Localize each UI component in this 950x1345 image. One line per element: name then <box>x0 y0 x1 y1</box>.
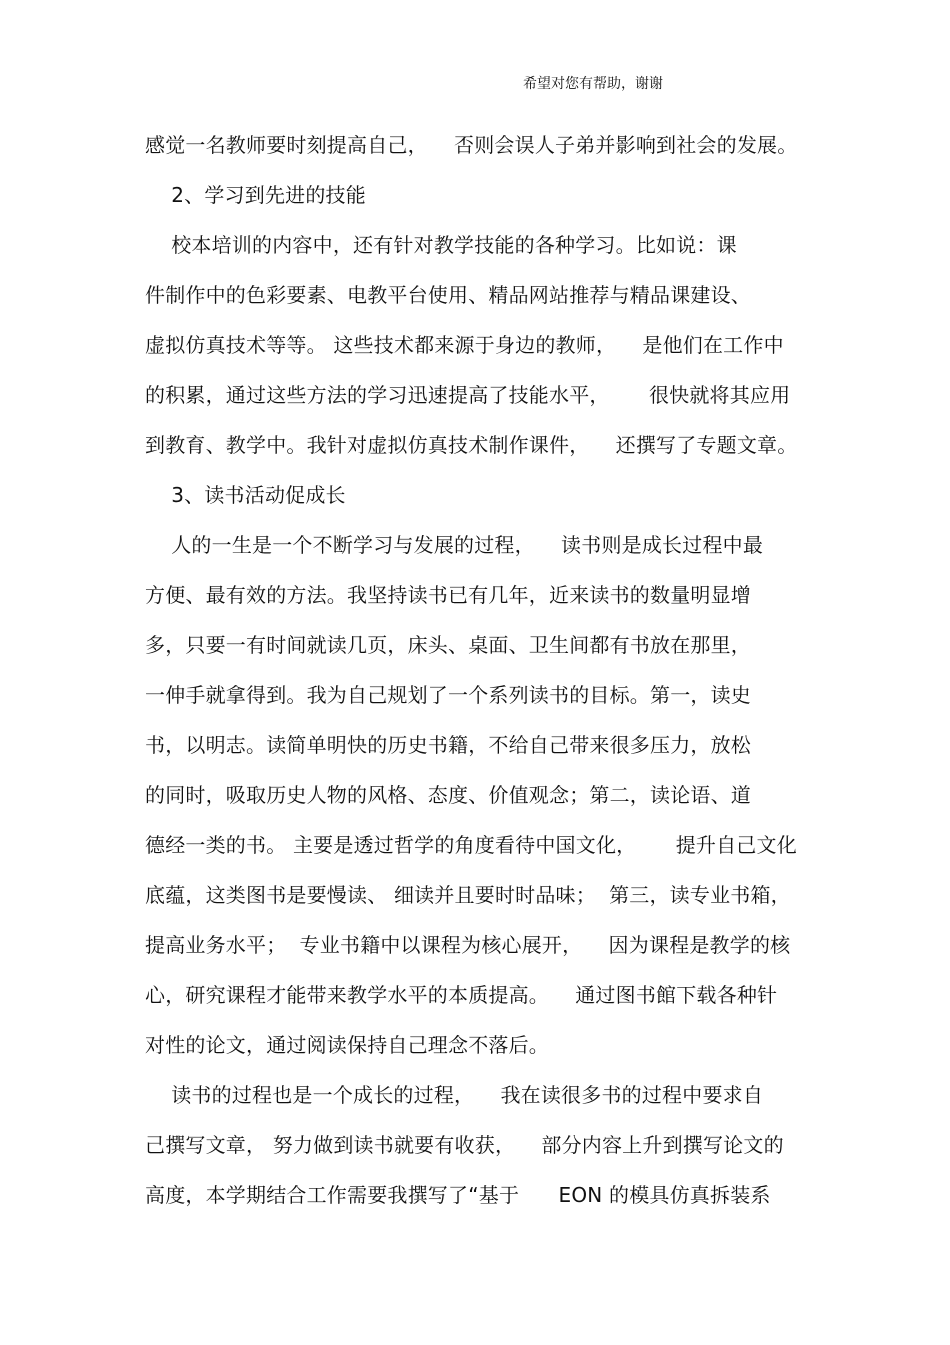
text-line: 一伸手就拿得到。我为自己规划了一个系列读书的目标。第一，读史 <box>145 683 751 707</box>
text-line: 人的一生是一个不断学习与发展的过程， 读书则是成长过程中最 <box>145 533 764 557</box>
text-line: 感觉一名教师要时刻提高自己， 否则会误人子弟并影响到社会的发展。 <box>145 133 798 157</box>
text-line: 件制作中的色彩要素、电教平台使用、精品网站推荐与精品课建设、 <box>145 283 751 307</box>
text-line: 高度，本学期结合工作需要我撰写了“基于 EON 的模具仿真拆装系 <box>145 1183 771 1207</box>
text-line: 方便、最有效的方法。我坚持读书已有几年，近来读书的数量明显增 <box>145 583 751 607</box>
text-line: 底蕴，这类图书是要慢读、 细读并且要时时品味； 第三，读专业书箱， <box>145 883 791 907</box>
section-heading-skills: 2、学习到先进的技能 <box>145 183 366 207</box>
text-line: 对性的论文，通过阅读保持自己理念不落后。 <box>145 1033 549 1057</box>
text-line: 虚拟仿真技术等等。 这些技术都来源于身边的教师， 是他们在工作中 <box>145 333 784 357</box>
text-line: 己撰写文章， 努力做到读书就要有收获， 部分内容上升到撰写论文的 <box>145 1133 784 1157</box>
text-line: 的积累，通过这些方法的学习迅速提高了技能水平， 很快就将其应用 <box>145 383 791 407</box>
text-line: 多，只要一有时间就读几页，床头、桌面、卫生间都有书放在那里， <box>145 633 751 657</box>
text-line: 心，研究课程才能带来教学水平的本质提高。 通过图书館下载各种针 <box>145 983 778 1007</box>
header-note: 希望对您有帮助，谢谢 <box>523 76 663 92</box>
text-line: 的同时，吸取历史人物的风格、态度、价值观念；第二，读论语、道 <box>145 783 751 807</box>
text-line: 德经一类的书。 主要是透过哲学的角度看待中国文化， 提升自己文化 <box>145 833 797 857</box>
text-line: 到教育、教学中。我针对虚拟仿真技术制作课件， 还撰写了专题文章。 <box>145 433 798 457</box>
text-line: 校本培训的内容中，还有针对教学技能的各种学习。比如说：课 <box>145 233 737 257</box>
text-line: 提高业务水平； 专业书籍中以课程为核心展开， 因为课程是教学的核 <box>145 933 791 957</box>
text-line: 书，以明志。读简单明快的历史书籍，不给自己带来很多压力，放松 <box>145 733 751 757</box>
text-line: 读书的过程也是一个成长的过程， 我在读很多书的过程中要求自 <box>145 1083 764 1107</box>
section-heading-reading: 3、读书活动促成长 <box>145 483 346 507</box>
